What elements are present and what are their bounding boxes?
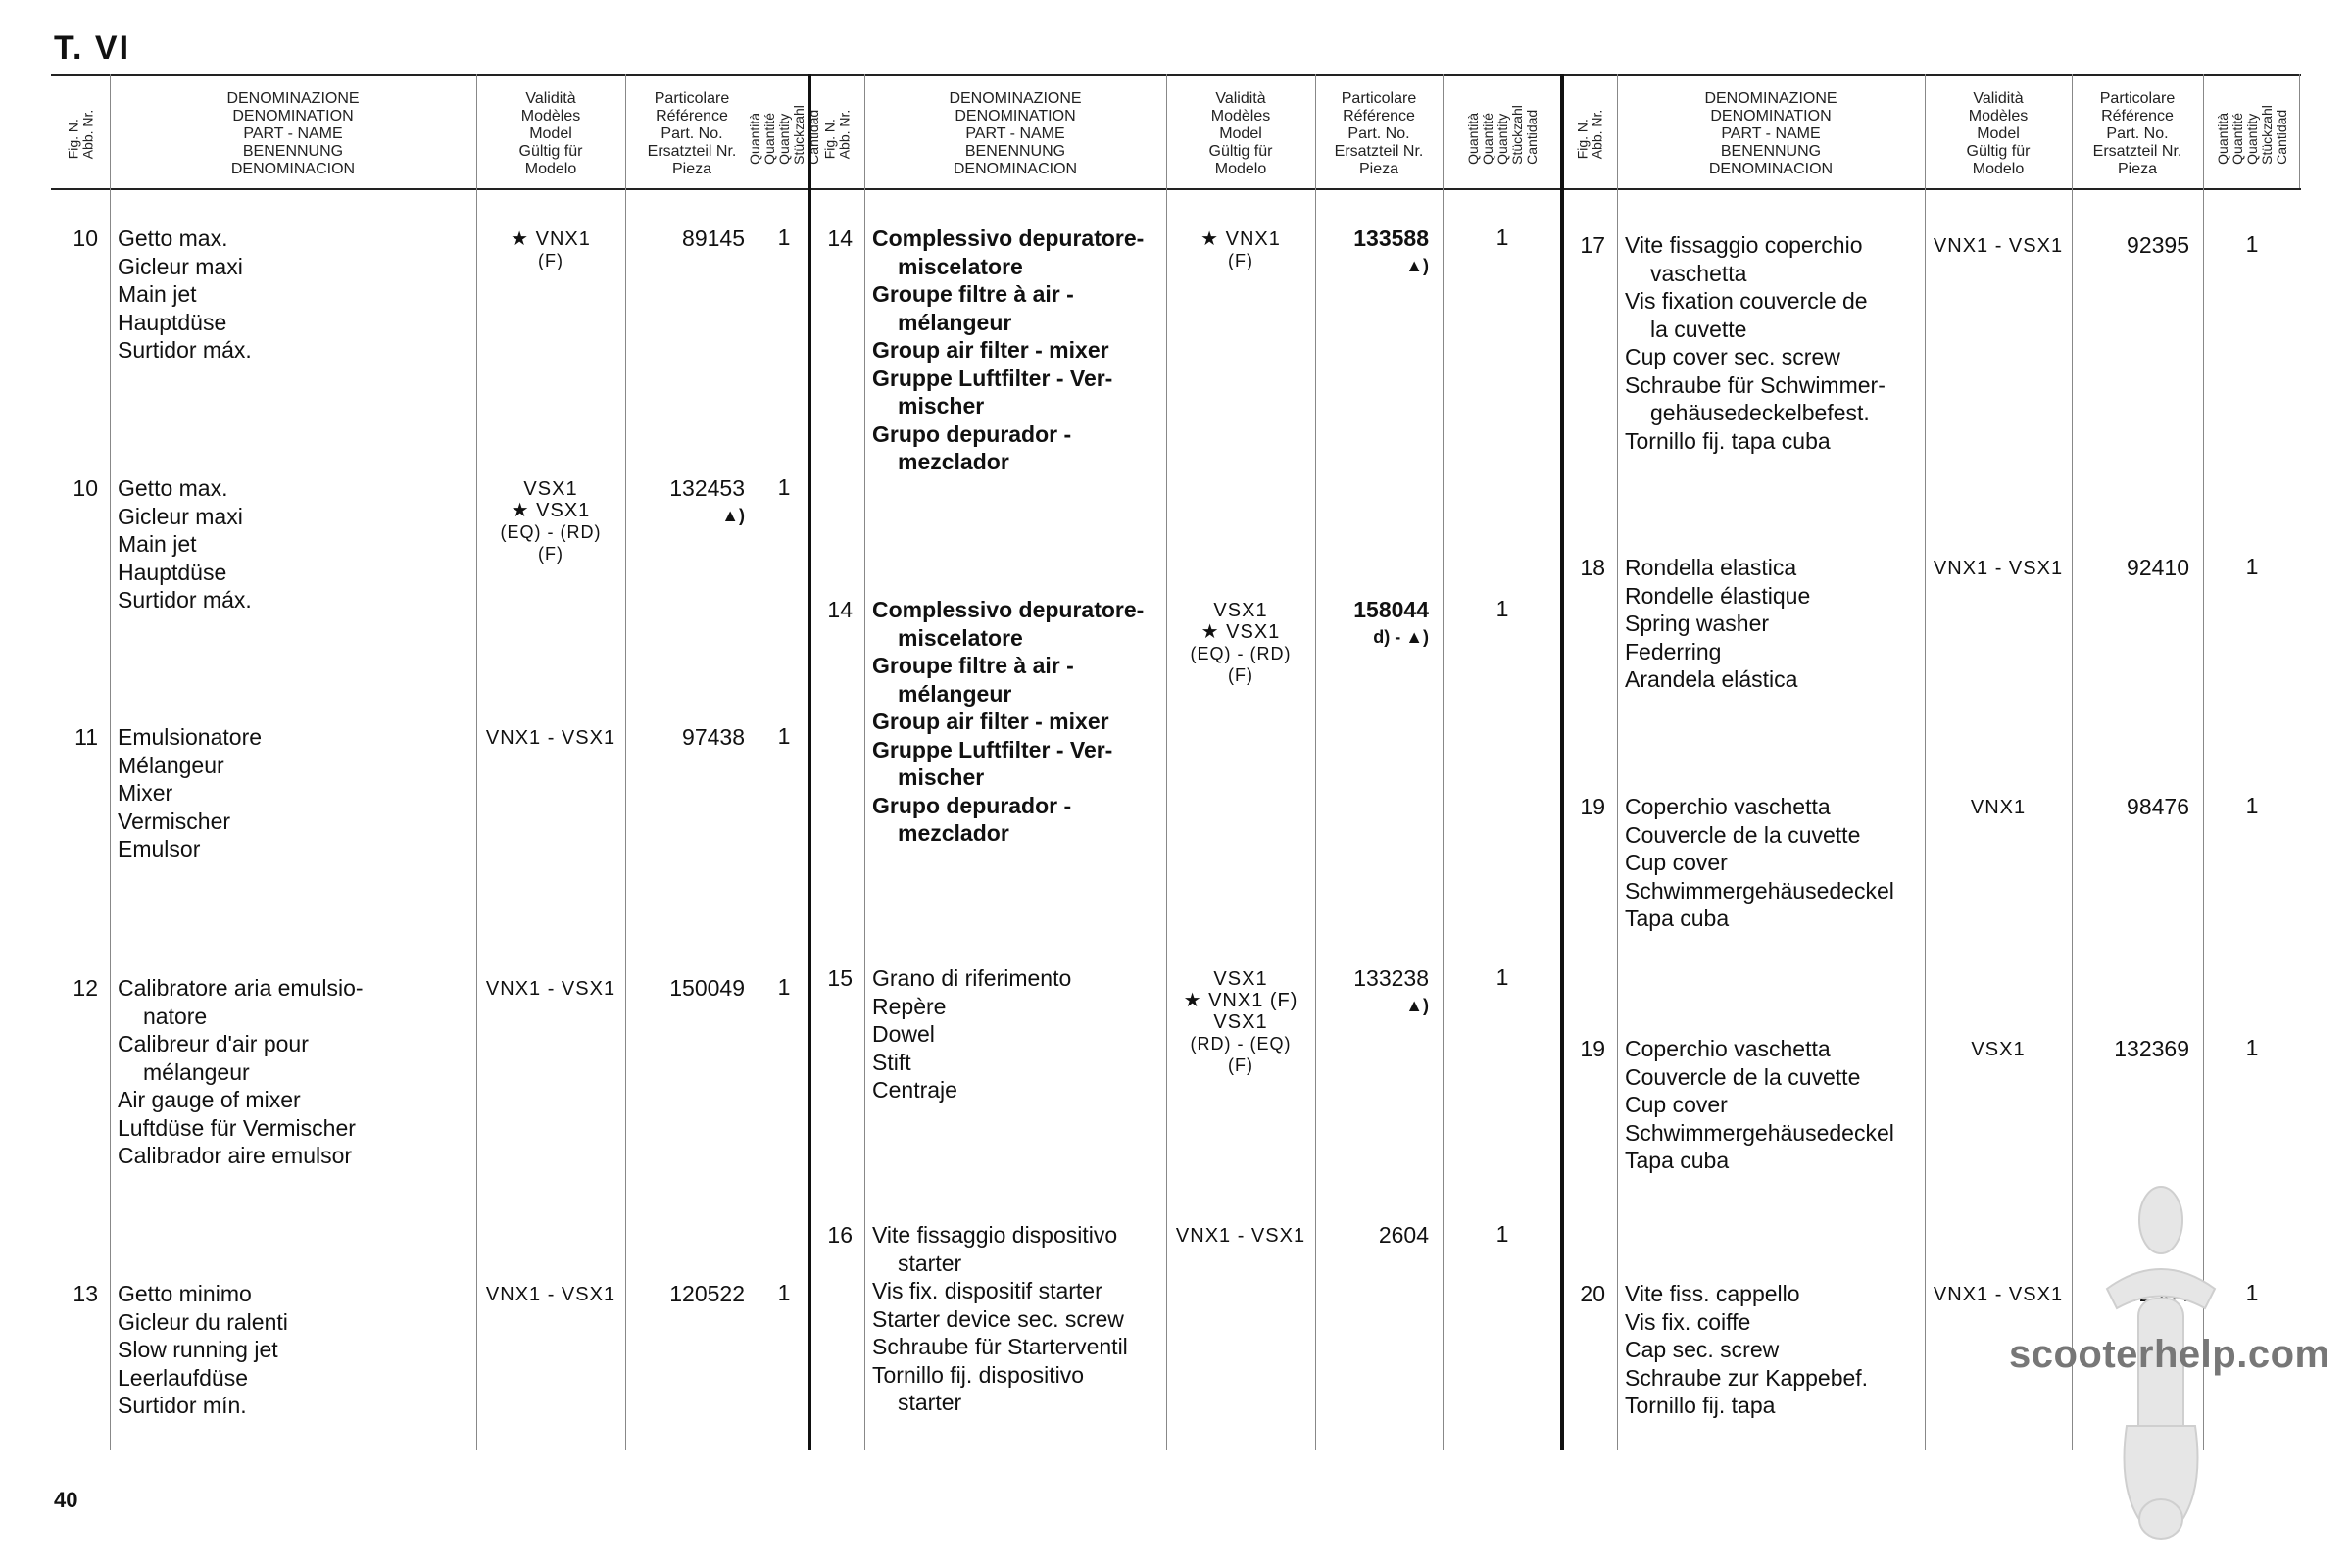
fig-number: 19 [1580, 794, 1605, 819]
page-number: 40 [54, 1488, 78, 1512]
header-line: Particolare [654, 90, 730, 107]
part-number: 150049 [669, 975, 745, 1001]
part-name-line: Getto max. [118, 475, 228, 501]
part-name-line: Cup cover sec. screw [1625, 344, 1840, 369]
quantity: 1 [777, 1280, 791, 1305]
header-line: Stückzahl [1508, 104, 1525, 165]
model-validity [1925, 1284, 2072, 1305]
header-line: Référence [1343, 108, 1415, 124]
model-line: ★ VSX1 [511, 500, 591, 521]
part-name-line: Main jet [118, 531, 197, 557]
part-name [118, 723, 262, 863]
header-model-validity [476, 80, 625, 188]
part-name [118, 474, 252, 614]
part-number: 98476 [2127, 794, 2189, 819]
header-line: PART - NAME [243, 125, 343, 142]
fig-number: 18 [1580, 555, 1605, 580]
fig-number: 13 [73, 1281, 98, 1306]
model-line: VNX1 - VSX1 [1933, 1284, 2064, 1305]
part-number: 132369 [2114, 1036, 2189, 1061]
fig-number: 14 [827, 225, 853, 251]
fig-number: 17 [1580, 232, 1605, 258]
header-bottom-rule [1562, 188, 2301, 190]
header-line: Référence [2101, 108, 2174, 124]
header-line: DENOMINACION [230, 161, 356, 177]
part-number: 89145 [682, 225, 745, 251]
model-line: ★ VNX1 [1200, 228, 1281, 250]
part-name [872, 1221, 1128, 1417]
part-name-line: mélangeur [143, 1058, 250, 1085]
model-validity [476, 1284, 625, 1305]
header-line: Fig. N. [65, 119, 80, 160]
part-name-line: Couvercle de la cuvette [1625, 1063, 1861, 1090]
header-part-number [625, 80, 759, 188]
part-number: 97438 [682, 724, 745, 750]
part-name-line: Leerlaufdüse [118, 1364, 248, 1391]
part-name-line: Slow running jet [118, 1337, 278, 1362]
model-line: (RD) - (EQ) [1190, 1034, 1292, 1054]
part-reference [2072, 793, 2189, 820]
column-divider [864, 74, 865, 1450]
header-line: Pieza [671, 161, 712, 177]
header-line: Cantidad [2273, 109, 2289, 165]
header-line: Référence [656, 108, 728, 124]
part-name-line: Cap sec. screw [1625, 1337, 1780, 1362]
part-reference [625, 974, 745, 1002]
part-name-line: Luftdüse für Vermischer [118, 1114, 356, 1141]
header-line: Quantité [760, 112, 777, 165]
header-line: DENOMINACION [1708, 161, 1834, 177]
header-quantity [2203, 80, 2301, 188]
header-line: Stückzahl [2258, 104, 2275, 165]
part-name-line: vaschetta [1650, 260, 1747, 286]
part-name-line: mezclador [898, 820, 1009, 846]
header-model-validity [1166, 80, 1315, 188]
part-number: 2604 [1378, 1222, 1429, 1248]
part-name-line: Complessivo depuratore- [872, 225, 1145, 251]
model-line: VSX1 [523, 478, 578, 500]
part-name-line: Calibreur d'air pour [118, 1031, 309, 1056]
part-name-line: Repère [872, 993, 947, 1019]
part-number: 132453 [669, 475, 745, 501]
part-name-line: Cup cover [1625, 1092, 1728, 1117]
header-line: Particolare [1341, 90, 1417, 107]
model-line: ★ VNX1 [511, 228, 591, 250]
model-validity [476, 228, 625, 271]
model-line: VNX1 - VSX1 [485, 1284, 616, 1305]
model-line: ★ VSX1 [1200, 621, 1281, 643]
header-bottom-rule [809, 188, 1562, 190]
header-line: Modèles [1968, 108, 2029, 124]
header-line: Ersatzteil Nr. [647, 143, 737, 160]
part-number: 92410 [2127, 555, 2189, 580]
header-line: Model [529, 125, 572, 142]
quantity: 1 [1495, 596, 1509, 621]
model-validity [1925, 797, 2072, 818]
part-name-line: Gruppe Luftfilter - Ver- [872, 736, 1113, 762]
header-line: Modèles [1210, 108, 1271, 124]
part-name-line: Emulsor [118, 836, 201, 861]
header-line: Validità [1973, 90, 2024, 107]
header-line: BENENNUNG [1720, 143, 1822, 160]
header-line: Abb. Nr. [1589, 109, 1604, 160]
header-line: Abb. Nr. [79, 109, 95, 160]
part-name [872, 964, 1071, 1104]
fig-number: 10 [73, 225, 98, 251]
header-line: Modelo [524, 161, 577, 177]
header-line: Ersatzteil Nr. [2092, 143, 2182, 160]
model-line: (EQ) - (RD) [1190, 644, 1292, 663]
part-number: 133238 [1353, 965, 1429, 991]
part-name-line: mélangeur [898, 309, 1012, 335]
column-divider [1925, 74, 1926, 1450]
header-line: Model [1219, 125, 1262, 142]
part-name-line: starter [898, 1250, 962, 1276]
part-name [1625, 554, 1810, 694]
header-line: Modèles [520, 108, 581, 124]
column-divider [476, 74, 477, 1450]
part-name-line: Starter device sec. screw [872, 1305, 1124, 1332]
header-line: PART - NAME [965, 125, 1065, 142]
model-line: VSX1 [1213, 600, 1268, 621]
part-reference [1315, 1221, 1429, 1249]
header-fig-number [805, 80, 864, 188]
part-name-line: miscelatore [898, 253, 1023, 279]
model-line: (F) [538, 251, 564, 270]
header-line: Part. No. [2106, 125, 2169, 142]
part-name [1625, 793, 1894, 933]
part-name [1625, 1035, 1894, 1175]
model-line: VNX1 [1970, 797, 2027, 818]
part-name-line: Surtidor mín. [118, 1393, 247, 1418]
fig-number: 15 [827, 965, 853, 991]
model-line: VSX1 [1213, 968, 1268, 990]
part-name-line: Surtidor máx. [118, 587, 252, 612]
header-line: Fig. N. [1574, 119, 1590, 160]
header-line: Quantity [775, 113, 792, 165]
part-note: ▲) [721, 506, 745, 525]
part-name-line: Centraje [872, 1077, 957, 1102]
part-name-line: mischer [898, 764, 985, 790]
fig-number: 12 [73, 975, 98, 1001]
part-reference [1315, 224, 1429, 279]
header-line: Quantità [2214, 112, 2230, 165]
watermark: scooterhelp.com [2009, 1333, 2330, 1376]
header-line: DENOMINATION [955, 108, 1076, 124]
part-name-line: Schraube zur Kappebef. [1625, 1364, 1869, 1391]
model-line: VNX1 - VSX1 [1933, 558, 2064, 579]
column-divider [625, 74, 626, 1450]
part-name-line: mezclador [898, 449, 1009, 474]
model-validity [1925, 235, 2072, 257]
fig-number: 19 [1580, 1036, 1605, 1061]
part-name-line: Grupo depurador - [872, 420, 1072, 447]
panel-divider [1560, 74, 1564, 1450]
header-line: Quantité [2229, 112, 2245, 165]
part-name-line: Vis fixation couvercle de [1625, 288, 1868, 314]
part-name-line: Gicleur du ralenti [118, 1308, 288, 1335]
part-number: 133588 [1353, 225, 1429, 251]
header-line: Quantity [1494, 113, 1510, 165]
part-name-line: Schwimmergehäusedeckel [1625, 877, 1894, 904]
part-name-line: la cuvette [1650, 316, 1747, 342]
part-name-line: Tapa cuba [1625, 906, 1730, 931]
header-line: Ersatzteil Nr. [1334, 143, 1424, 160]
parts-table-panel [805, 74, 1562, 1450]
quantity: 1 [1495, 1221, 1509, 1247]
part-name-line: Cup cover [1625, 850, 1728, 875]
part-name-line: Coperchio vaschetta [1625, 794, 1831, 819]
header-denomination [1617, 80, 1925, 188]
header-line: Quantité [1479, 112, 1495, 165]
part-name-line: Grupo depurador - [872, 792, 1072, 818]
part-name-line: Gicleur maxi [118, 503, 243, 529]
part-name-line: Rondelle élastique [1625, 582, 1811, 609]
fig-number: 16 [827, 1222, 853, 1248]
header-line: Model [1977, 125, 2020, 142]
model-line: VNX1 - VSX1 [1175, 1225, 1306, 1247]
model-line: VNX1 - VSX1 [1933, 235, 2064, 257]
part-reference [1315, 964, 1429, 1019]
model-line: (EQ) - (RD) [500, 522, 602, 542]
part-name-line: Dowel [872, 1021, 935, 1047]
fig-number: 11 [74, 724, 98, 750]
header-line: DENOMINACION [953, 161, 1078, 177]
model-validity [476, 727, 625, 749]
header-line: Modelo [1214, 161, 1267, 177]
header-part-number [1315, 80, 1443, 188]
part-name-line: Coperchio vaschetta [1625, 1036, 1831, 1061]
part-name-line: gehäusedeckelbefest. [1650, 400, 1870, 425]
header-line: Part. No. [1348, 125, 1410, 142]
header-line: Modelo [1972, 161, 2025, 177]
page-title: T. VI [54, 29, 131, 67]
header-line: Pieza [1358, 161, 1399, 177]
header-line: Validità [1215, 90, 1266, 107]
parts-table-panel [51, 74, 821, 1450]
header-fig-number [51, 80, 110, 188]
quantity: 1 [777, 723, 791, 749]
header-line: DENOMINAZIONE [1704, 90, 1838, 107]
part-number: 92395 [2127, 232, 2189, 258]
part-name-line: Air gauge of mixer [118, 1087, 301, 1112]
model-line: VNX1 - VSX1 [485, 978, 616, 1000]
model-line: (F) [1228, 665, 1253, 685]
header-line: BENENNUNG [242, 143, 344, 160]
fig-number: 10 [73, 475, 98, 501]
quantity: 1 [777, 224, 791, 250]
part-name-line: Tapa cuba [1625, 1148, 1730, 1173]
part-note: d) - ▲) [1373, 627, 1429, 647]
part-reference [2072, 554, 2189, 581]
part-name-line: Vite fissaggio coperchio [1625, 232, 1863, 258]
part-name-line: Gruppe Luftfilter - Ver- [872, 365, 1113, 391]
header-line: Gültig für [1208, 143, 1273, 160]
part-name-line: Hauptdüse [118, 559, 227, 585]
part-name-line: Surtidor máx. [118, 337, 252, 363]
part-name-line: Schraube für Starterventil [872, 1334, 1128, 1359]
model-validity [1166, 968, 1315, 1076]
header-denomination [110, 80, 476, 188]
fig-number: 20 [1580, 1281, 1605, 1306]
header-line: Cantidad [805, 109, 821, 165]
model-validity [1166, 1225, 1315, 1247]
table-top-rule [1562, 74, 2301, 76]
part-name-line: Calibrador aire emulsor [118, 1143, 353, 1168]
quantity: 1 [1495, 224, 1509, 250]
part-name-line: Main jet [118, 281, 197, 307]
part-name [118, 224, 252, 365]
part-name-line: Group air filter - mixer [872, 337, 1109, 363]
header-line: DENOMINAZIONE [949, 90, 1082, 107]
part-name [1625, 1280, 1868, 1420]
part-name-line: Gicleur maxi [118, 253, 243, 279]
header-line: Quantità [1464, 112, 1481, 165]
quantity: 1 [2245, 1280, 2259, 1305]
header-line: Particolare [2099, 90, 2176, 107]
part-name [1625, 231, 1886, 455]
part-name-line: Tornillo fij. dispositivo [872, 1361, 1085, 1388]
part-name-line: Mixer [118, 780, 173, 806]
column-divider [1617, 74, 1618, 1450]
header-line: Part. No. [661, 125, 723, 142]
quantity: 1 [2245, 231, 2259, 257]
header-model-validity [1925, 80, 2072, 188]
header-fig-number [1562, 80, 1617, 188]
header-denomination [864, 80, 1166, 188]
table-top-rule [809, 74, 1562, 76]
part-name-line: Federring [1625, 638, 1722, 664]
header-part-number [2072, 80, 2203, 188]
part-name-line: Schraube für Schwimmer- [1625, 371, 1886, 398]
table-top-rule [51, 74, 809, 76]
header-line: Cantidad [1523, 109, 1540, 165]
header-line: Quantity [2243, 113, 2260, 165]
header-line: Validità [525, 90, 576, 107]
part-name-line: mélangeur [898, 680, 1012, 707]
part-name-line: Grano di riferimento [872, 965, 1072, 991]
part-name [118, 1280, 288, 1420]
model-validity [1166, 600, 1315, 686]
part-note: ▲) [1405, 996, 1429, 1015]
part-name-line: miscelatore [898, 624, 1023, 651]
part-name-line: Vite fiss. cappello [1625, 1281, 1800, 1306]
part-name-line: Emulsionatore [118, 724, 263, 750]
part-name [118, 974, 364, 1170]
part-reference [2072, 1035, 2189, 1062]
model-line: VSX1 [1213, 1011, 1268, 1033]
part-name [872, 596, 1144, 848]
model-line: ★ VNX1 (F) [1183, 990, 1298, 1011]
fig-number: 14 [827, 597, 853, 622]
quantity: 1 [2245, 554, 2259, 579]
model-line: (F) [1228, 1055, 1253, 1075]
quantity: 1 [2245, 793, 2259, 818]
model-validity [476, 978, 625, 1000]
part-name-line: Tornillo fij. tapa cuba [1625, 427, 1831, 454]
part-reference [625, 224, 745, 252]
header-line: DENOMINATION [1710, 108, 1832, 124]
part-name [872, 224, 1144, 476]
part-reference [2072, 231, 2189, 259]
header-line: Gültig für [1966, 143, 2031, 160]
part-name-line: natore [143, 1003, 208, 1029]
part-name-line: starter [898, 1390, 962, 1415]
model-line: (F) [1228, 251, 1253, 270]
part-name-line: Groupe filtre à air - [872, 281, 1074, 307]
part-name-line: Hauptdüse [118, 309, 227, 335]
model-validity [476, 478, 625, 564]
part-note: ▲) [1405, 256, 1429, 275]
header-line: PART - NAME [1721, 125, 1821, 142]
header-line: Fig. N. [821, 119, 837, 160]
quantity: 1 [777, 974, 791, 1000]
part-reference [625, 723, 745, 751]
part-name-line: Group air filter - mixer [872, 709, 1109, 734]
column-divider [110, 74, 111, 1450]
part-reference [625, 1280, 745, 1307]
part-name-line: Rondella elastica [1625, 555, 1797, 580]
header-line: DENOMINATION [232, 108, 354, 124]
part-name-line: Schwimmergehäusedeckel [1625, 1119, 1894, 1146]
part-name-line: Getto minimo [118, 1281, 252, 1306]
header-bottom-rule [51, 188, 809, 190]
column-divider [2072, 74, 2073, 1450]
part-name-line: Vermischer [118, 808, 231, 834]
header-quantity [1443, 80, 1562, 188]
model-validity [1925, 1039, 2072, 1060]
quantity: 1 [2245, 1035, 2259, 1060]
part-name-line: Arandela elástica [1625, 666, 1798, 692]
header-line: DENOMINAZIONE [226, 90, 360, 107]
part-name-line: Tornillo fij. tapa [1625, 1393, 1776, 1418]
header-line: BENENNUNG [964, 143, 1066, 160]
part-name-line: Vis fix. dispositif starter [872, 1278, 1102, 1303]
header-line: Pieza [2117, 161, 2158, 177]
part-name-line: Getto max. [118, 225, 228, 251]
model-validity [1166, 228, 1315, 271]
part-name-line: Spring washer [1625, 611, 1770, 636]
part-name-line: Calibratore aria emulsio- [118, 975, 364, 1001]
header-line: Stückzahl [790, 104, 807, 165]
quantity: 1 [1495, 964, 1509, 990]
part-name-line: Stift [872, 1049, 911, 1075]
model-line: VNX1 - VSX1 [485, 727, 616, 749]
model-line: (F) [538, 544, 564, 564]
part-name-line: Mélangeur [118, 752, 224, 778]
part-name-line: mischer [898, 393, 985, 418]
header-quantity [746, 80, 821, 188]
model-validity [1925, 558, 2072, 579]
header-line: Abb. Nr. [836, 109, 852, 160]
part-name-line: Complessivo depuratore- [872, 597, 1145, 622]
model-line: VSX1 [1971, 1039, 2026, 1060]
quantity: 1 [777, 474, 791, 500]
header-line: Quantità [746, 112, 762, 165]
header-line: Gültig für [518, 143, 583, 160]
part-number: 120522 [669, 1281, 745, 1306]
part-name-line: Groupe filtre à air - [872, 653, 1074, 678]
part-name-line: Vis fix. coiffe [1625, 1308, 1751, 1335]
part-name-line: Couvercle de la cuvette [1625, 821, 1861, 848]
column-divider [759, 74, 760, 1450]
part-reference [1315, 596, 1429, 651]
part-name-line: Vite fissaggio dispositivo [872, 1222, 1118, 1248]
part-reference [625, 474, 745, 529]
part-number: 158044 [1353, 597, 1429, 622]
